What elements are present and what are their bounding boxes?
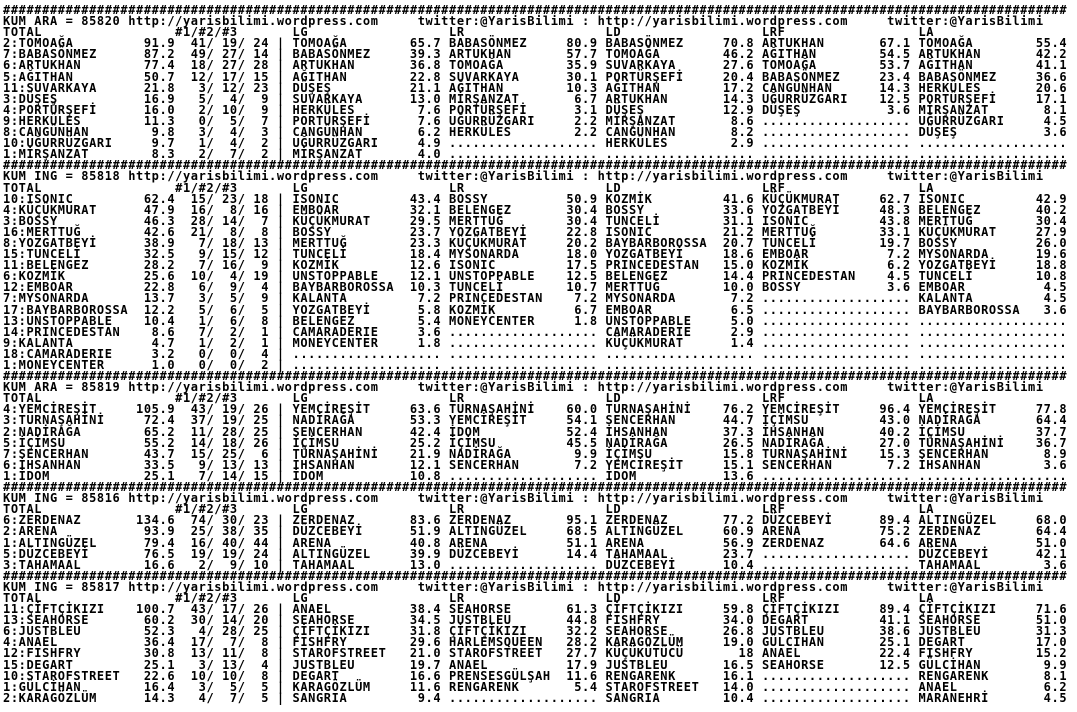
- table-row: 9:KALANTA 4.7 1/ 2/ 1 | MONEYCENTER 1.8 ................... KÜÇÜKMURAT 1.4 ................... ...................: [3, 335, 1068, 350]
- separator-line: ########################################################################################################################################: [3, 568, 1068, 583]
- table-row: 3:TURNAŞAHİNİ 72.4 37/ 19/ 25 | NADİRAĞA 53.3 YEMCİREŞİT 54.1 SENCERHAN 44.7 İÇİMSU 43.0 NADİRAĞA 64.4: [3, 413, 1068, 428]
- table-row: 6:İHSANHAN 33.5 9/ 13/ 13 | İHSANHAN 12.1 SENCERHAN 7.2 YEMCİREŞİT 15.1 SENCERHAN 7.2 İHSANHAN 3.6: [3, 457, 1068, 472]
- table-row: 3:TAHAMAAL 16.6 2/ 9/ 10 | TAHAMAAL 13.0 ................... DÜZCEBEYİ 10.4 ................... TAHAMAAL 3.6: [3, 557, 1068, 572]
- table-row: 3:BOSSY 46.3 28/ 14/ 7 | KÜÇÜKMURAT 29.5 MERTTUĞ 30.4 TUNCELİ 31.1 ISONIC 43.8 MERTTUĞ 30.4: [3, 213, 1068, 228]
- table-row: 1:MİRŞANZAT 8.3 2/ 7/ 2 | MİRŞANZAT 4.0 ................... ................... ................... ...................: [3, 147, 1068, 162]
- section-header: KUM ARA = 85819 http://yarisbilimi.wordpress.com twitter:@YarisBilimi : http://yarisbilimi.wordpress.com twitter:@YarisBilimi: [3, 380, 1044, 395]
- table-row: 1:İDOM 25.1 7/ 14/ 15 | İDOM 10.8 ................... İDOM 13.6 ................... ...................: [3, 468, 1068, 483]
- table-row: 12:EMBOAR 22.8 6/ 9/ 4 | BAYBARBOROSSA 10.3 TUNCELİ 10.7 MERTTUĞ 10.0 BOSSY 3.6 EMBOAR 4.5: [3, 280, 1068, 295]
- table-row: 4:PORTÜRŞEFİ 16.0 2/ 10/ 9 | HERKÜLES 7.6 PORTÜRŞEFİ 3.1 DÜŞEŞ 12.9 DÜŞEŞ 3.6 MİRŞANZAT 8.1: [3, 102, 1068, 117]
- table-row: 1:MONEYCENTER 1.0 0/ 0/ 2 | ................... ................... ................... ................... ...................: [3, 358, 1068, 372]
- separator-line: ########################################################################################################################################: [3, 480, 1068, 495]
- table-row: 5:AĞITHAN 50.7 12/ 17/ 15 | AĞITHAN 22.8 SUVARKAYA 30.1 PORTÜRŞEFİ 20.4 BABASÖNMEZ 23.4 BABASÖNMEZ 36.6: [3, 69, 1068, 84]
- section-header: KUM ING = 85817 http://yarisbilimi.wordpress.com twitter:@YarisBilimi : http://yarisbilimi.wordpress.com twitter:@YarisBilimi: [3, 579, 1044, 594]
- table-row: 4:ANAEL 36.4 17/ 7/ 8 | FISHFRY 29.6 HARLEMSQUEEN 28.2 KARAGÖZLÜM 19.0 GÜLCIHAN 25.1 DEGART 17.0: [3, 635, 1068, 650]
- columns-header: TOTAL #1/#2/#3 LG LR LD LRF LA: [3, 391, 935, 406]
- separator-line: ########################################################################################################################################: [3, 158, 1068, 173]
- separator-line: ########################################################################################################################################: [3, 3, 1068, 17]
- table-row: 2:TOMOAĞA 91.9 41/ 19/ 24 | TOMOAĞA 65.7 BABASÖNMEZ 80.9 BABASÖNMEZ 70.8 ARTUKHAN 67.1 TOMOAĞA 55.4: [3, 36, 1068, 51]
- table-row: 13:UNSTOPPABLE 10.4 1/ 6/ 8 | BELENGEZ 5.4 MONEYCENTER 1.8 UNSTOPPABLE 5.0 ................... ...................: [3, 313, 1068, 328]
- table-row: 5:İÇİMSU 55.2 14/ 18/ 26 | İÇİMSU 25.2 İÇİMSU 45.5 NADİRAĞA 26.5 NADİRAĞA 27.0 TÜRNAŞAHİNİ 36.7: [3, 435, 1068, 450]
- table-row: 10:ISONIC 62.4 15/ 23/ 18 | ISONIC 43.4 BOSSY 50.9 KOZMİK 41.6 KÜÇÜKMURAT 62.7 ISONIC 42.9: [3, 191, 1068, 206]
- table-row: 9:HERKÜLES 11.3 0/ 5/ 7 | PORTÜRŞEFİ 7.6 UĞURRÜZGARI 2.2 MİRŞANZAT 8.6 ................... UĞURRÜZGARI 4.5: [3, 113, 1068, 128]
- table-row: 7:SENCERHAN 43.7 15/ 25/ 6 | TÜRNAŞAHİNİ 21.9 NADİRAĞA 9.9 İÇİMSU 15.8 TURNAŞAHİNİ 15.3 SENCERHAN 8.9: [3, 446, 1068, 461]
- table-row: 11:SUVARKAYA 21.8 3/ 12/ 23 | DÜŞEŞ 21.1 AĞITHAN 10.3 AĞITHAN 17.2 CANGÜNHAN 14.3 HERKÜLES 20.6: [3, 80, 1068, 95]
- table-row: 12:FISHFRY 30.8 13/ 11/ 8 | STAROFSTREET 21.0 STAROFSTREET 27.7 KÜÇÜKÜTÜCÜ 18 ANAEL 22.4 FISHFRY 15.2: [3, 646, 1068, 661]
- table-row: 11:BELENGEZ 28.2 7/ 16/ 9 | KOZMİK 12.6 ISONIC 17.5 PRINCEDESTAN 15.0 KOZMİK 6.2 YOZGATBEYİ 18.8: [3, 258, 1068, 273]
- table-row: 3:DÜŞEŞ 16.9 5/ 4/ 9 | SUVARKAYA 13.0 MİRŞANZAT 6.7 ARTUKHAN 14.3 UĞURRÜZGARI 12.5 PORTÜRŞEFİ 17.1: [3, 91, 1068, 106]
- table-row: 10:UĞURRÜZGARI 9.7 1/ 4/ 2 | UĞURRÜZGARI 4.9 ................... HERKÜLES 2.9 ................... ...................: [3, 136, 1068, 151]
- table-row: 2:ARENA 93.9 25/ 38/ 35 | DÜZCEBEYİ 51.9 ALTINGÜZEL 68.5 ALTINGÜZEL 60.9 ARENA 75.2 ZERDENAZ 64.4: [3, 524, 1068, 539]
- table-row: 4:KÜÇÜKMURAT 47.9 16/ 8/ 16 | EMBOAR 32.1 BELENGEZ 30.4 BOSSY 33.6 YOZGATBEYİ 48.3 BELENGEZ 40.2: [3, 202, 1068, 217]
- table-row: 1:GÜLCİHAN 16.4 3/ 5/ 5 | KARAGÖZLÜM 11.6 RENGARENK 5.4 STAROFSTREET 14.0 ................... ANAEL 6.2: [3, 679, 1068, 694]
- columns-header: TOTAL #1/#2/#3 LG LR LD LRF LA: [3, 590, 935, 605]
- section-header: KUM ING = 85818 http://yarisbilimi.wordpress.com twitter:@YarisBilimi : http://yarisbilimi.wordpress.com twitter:@YarisBilimi: [3, 169, 1044, 184]
- table-row: 6:KOZMİK 25.6 10/ 4/ 19 | UNSTOPPABLE 12.1 UNSTOPPABLE 12.5 BELENGEZ 14.4 PRINCEDESTAN 4.5 TUNCELİ 10.8: [3, 269, 1068, 284]
- columns-header: TOTAL #1/#2/#3 LG LR LD LRF LA: [3, 502, 935, 517]
- table-row: 2:NADİRAĞA 65.2 11/ 28/ 25 | SENCERHAN 42.4 İDOM 52.4 İHSANHAN 37.3 İHSANHAN 40.2 İÇİMSU 37.7: [3, 424, 1068, 439]
- table-row: 8:CANGÜNHAN 9.8 3/ 4/ 3 | CANGÜNHAN 6.2 HERKÜLES 2.2 CANGÜNHAN 8.2 ................... DÜŞEŞ 3.6: [3, 125, 1068, 140]
- separator-line: ########################################################################################################################################: [3, 369, 1068, 384]
- columns-header: TOTAL #1/#2/#3 LG LR LD LRF LA: [3, 180, 935, 195]
- table-row: 1:ALTINGÜZEL 79.4 16/ 40/ 44 | ARENA 40.8 ARENA 51.1 ARENA 56.9 ZERDENAZ 64.6 ARENA 51.0: [3, 535, 1068, 550]
- table-row: 16:MERTTUĞ 42.6 21/ 8/ 8 | BOSSY 23.7 YOZGATBEYİ 22.8 ISONIC 21.2 MERTTUĞ 33.1 KÜÇÜKMURAT 27.9: [3, 224, 1068, 239]
- section-header: KUM ARA = 85820 http://yarisbilimi.wordpress.com twitter:@YarisBilimi : http://yarisbilimi.wordpress.com twitter:@YarisBilimi: [3, 14, 1044, 29]
- table-row: 15:DEGART 25.1 3/ 13/ 4 | JUSTBLEU 19.7 ANAEL 17.9 JUSTBLEU 16.5 SEAHORSE 12.5 GÜLCİHAN 9.9: [3, 657, 1068, 672]
- table-row: 11:ÇİFTÇİKIZI 100.7 43/ 17/ 26 | ANAEL 38.4 SEAHORSE 61.3 ÇİFTÇİKIZI 59.8 ÇİFTÇİKIZI 89.4 ÇİFTÇİKIZI 71.6: [3, 602, 1068, 617]
- table-row: 17:BAYBARBOROSSA 12.2 5/ 6/ 5 | YOZGATBEYİ 5.8 KOZMİK 6.7 EMBOAR 6.5 ................... BAYBARBOROSSA 3.6: [3, 302, 1068, 317]
- table-row: 6:JUSTBLEU 52.3 4/ 28/ 25 | ÇİFTÇİKIZI 31.8 ÇİFTÇİKIZI 32.2 SEAHORSE 26.8 JUSTBLEU 38.6 JUSTBLEU 31.3: [3, 624, 1068, 639]
- table-row: 8:YOZGATBEYİ 38.9 7/ 18/ 13 | MERTTUĞ 23.3 KÜÇÜKMURAT 20.2 BAYBARBOROSSA 20.7 TUNCELİ 19.7 BOSSY 26.0: [3, 235, 1068, 250]
- table-row: 7:MYSONARDA 13.7 3/ 5/ 9 | KALANTA 7.2 PRINCEDESTAN 7.2 MYSONARDA 7.2 ................... KALANTA 4.5: [3, 291, 1068, 306]
- table-row: 4:YEMCİREŞİT 105.9 43/ 19/ 26 | YEMCİREŞİT 63.6 TURNAŞAHİNİ 60.0 TURNAŞAHİNİ 76.2 YEMCİREŞİT 96.4 YEMCİREŞİT 77.8: [3, 402, 1068, 417]
- table-row: 6:ZERDENAZ 134.6 74/ 30/ 23 | ZERDENAZ 83.6 ZERDENAZ 95.1 ZERDENAZ 77.2 DÜZCEBEYİ 89.4 ALTINGÜZEL 68.0: [3, 513, 1068, 528]
- table-row: 13:SEAHORSE 60.2 30/ 14/ 20 | SEAHORSE 34.5 JUSTBLEU 44.8 FISHFRY 34.0 DEGART 41.1 SEAHORSE 51.0: [3, 613, 1068, 628]
- table-row: 18:CAMARADERIE 3.2 0/ 0/ 4 | ................... ................... ................... ................... ...................: [3, 346, 1068, 361]
- table-row: 7:BABASÖNMEZ 87.2 49/ 27/ 14 | BABASÖNMEZ 39.3 ARTUKHAN 57.7 TOMOAĞA 46.2 AĞITHAN 54.5 ARTUKHAN 42.2: [3, 47, 1068, 62]
- table-row: 14:PRINCEDESTAN 8.6 7/ 2/ 1 | CAMARADERIE 3.6 ................... CAMARADERIE 2.9 ................... ...................: [3, 324, 1068, 339]
- table-row: 6:ARTUKHAN 77.4 18/ 27/ 28 | ARTUKHAN 36.8 TOMOAĞA 35.9 SUVARKAYA 27.6 TOMOAĞA 53.7 AĞITHAN 41.1: [3, 58, 1068, 73]
- table-row: 5:DÜZCEBEYİ 76.5 19/ 19/ 24 | ALTINGÜZEL 39.9 DÜZCEBEYİ 14.4 TAHAMAAL 23.7 ................... DÜZCEBEYİ 42.1: [3, 546, 1068, 561]
- table-row: 2:KARAGÖZLÜM 14.3 4/ 7/ 5 | SANGRIA 9.4 ................... SANGRIA 10.4 ................... MARANEHRİ 4.5: [3, 690, 1068, 705]
- columns-header: TOTAL #1/#2/#3 LG LR LD LRF LA: [3, 25, 935, 40]
- section-header: KUM ING = 85816 http://yarisbilimi.wordpress.com twitter:@YarisBilimi : http://yarisbilimi.wordpress.com twitter:@YarisBilimi: [3, 491, 1044, 506]
- table-row: 15:TUNCELİ 32.5 9/ 15/ 12 | TUNCELİ 18.4 MYSONARDA 18.0 YOZGATBEYİ 18.6 EMBOAR 7.2 MYSONARDA 19.6: [3, 247, 1068, 262]
- table-row: 10:STAROFSTREET 22.6 10/ 10/ 8 | DEGART 16.6 PRENSESGÜLŞAH 11.6 RENGARENK 16.1 ................... RENGARENK 8.1: [3, 668, 1068, 683]
